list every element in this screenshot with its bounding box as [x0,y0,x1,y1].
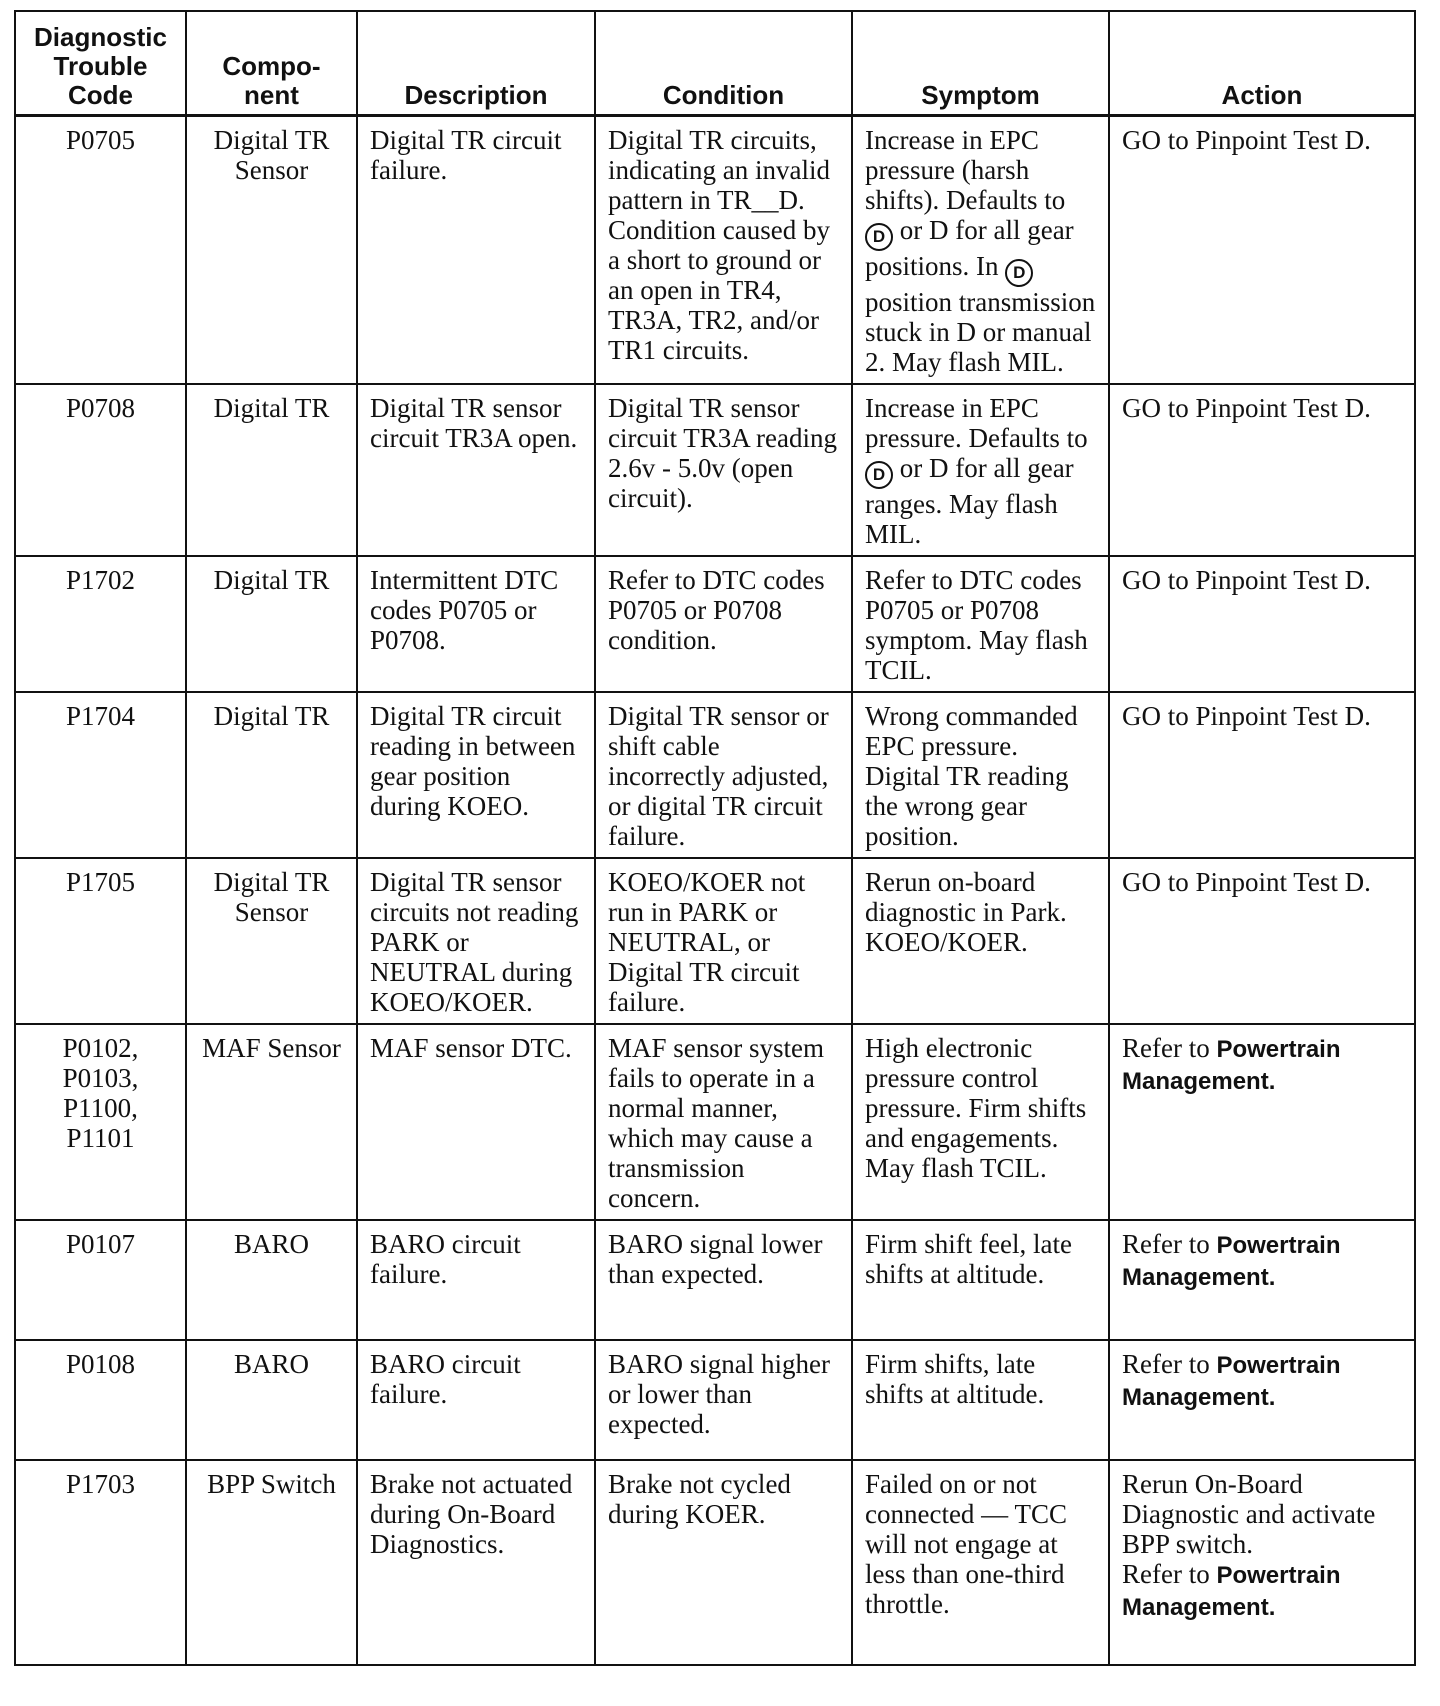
condition-cell [595,1024,852,1220]
action-target: Powertrain Management. [1122,1561,1341,1621]
condition-cell [595,115,852,384]
description-cell [357,858,595,1024]
component: Digital TR [213,700,330,731]
symptom-text: or D for all gear positions. In [865,214,1074,281]
description-cell [357,1220,595,1340]
action-reference [1122,1559,1341,1621]
table-row [15,1220,1415,1340]
header-code: Diagnostic Trouble Code [15,11,186,115]
symptom: Refer to DTC codes P0705 or P0708 symptom. May flash TCIL. [865,564,1088,685]
header-condition: Condition [595,11,852,115]
symptom-text: position transmission stuck in D or manual 2. May flash MIL. [865,286,1096,377]
component-cell [186,1460,357,1665]
table-row [15,858,1415,1024]
component: Digital TR [213,564,330,595]
dtc-code: P0708 [65,392,136,423]
component-cell [186,1220,357,1340]
table-row [15,692,1415,858]
dtc-code: P1703 [65,1468,136,1499]
condition: Refer to DTC codes P0705 or P0708 condition. [608,564,825,655]
action-target: Powertrain Management. [1122,1351,1341,1411]
condition: Brake not cycled during KOER. [608,1468,791,1529]
condition: BARO signal higher or lower than expected. [608,1348,830,1439]
description-cell [357,692,595,858]
component-cell [186,1340,357,1460]
condition-cell [595,692,852,858]
symptom: Rerun on-board diagnostic in Park. KOEO/KOER. [865,866,1067,957]
action-cell [1109,1220,1415,1340]
table-row [15,1340,1415,1460]
component: Digital TR Sensor [213,866,330,927]
action-lead: Refer to [1122,1032,1210,1063]
component-cell [186,858,357,1024]
action-cell [1109,1460,1415,1665]
symptom: Firm shift feel, late shifts at altitude. [865,1228,1072,1289]
dtc-code: P0108 [65,1348,136,1379]
description: BARO circuit failure. [370,1348,521,1409]
dtc-table [14,10,1416,1666]
symptom-text: Increase in EPC pressure. Defaults to [865,392,1088,453]
symptom-cell [852,1460,1109,1665]
action-cell [1109,1340,1415,1460]
condition-cell [595,384,852,556]
dtc-code-cell [15,1460,186,1665]
action: GO to Pinpoint Test D. [1122,392,1371,423]
condition: Digital TR sensor circuit TR3A reading 2.6v - 5.0v (open circuit). [608,392,837,513]
table-row [15,115,1415,384]
circled-d-icon: D [1005,259,1033,287]
symptom-cell [852,556,1109,692]
table-row [15,1460,1415,1665]
action-target: Powertrain Management. [1122,1035,1341,1095]
symptom-text: or D for all gear ranges. May flash MIL. [865,452,1074,549]
action-cell [1109,556,1415,692]
symptom: Wrong commanded EPC pressure. Digital TR reading the wrong gear position. [865,700,1078,851]
symptom-cell [852,384,1109,556]
action-reference [1122,1033,1341,1095]
dtc-code-cell [15,556,186,692]
header-symptom: Symptom [852,11,1109,115]
circled-d-icon: D [865,461,893,489]
condition-cell [595,1220,852,1340]
action-lead: Refer to [1122,1228,1210,1259]
description-cell [357,384,595,556]
action-target: Powertrain Management. [1122,1231,1341,1291]
condition: KOEO/KOER not run in PARK or NEUTRAL, or Digital TR circuit failure. [608,866,806,1017]
action-cell [1109,858,1415,1024]
dtc-code-cell [15,692,186,858]
symptom-cell [852,1220,1109,1340]
dtc-code-cell [15,115,186,384]
action: GO to Pinpoint Test D. [1122,866,1371,897]
dtc-code-cell [15,858,186,1024]
action-reference [1122,1349,1341,1411]
component-cell [186,692,357,858]
condition-cell [595,1340,852,1460]
description: Intermittent DTC codes P0705 or P0708. [370,564,559,655]
component-cell [186,115,357,384]
condition-cell [595,1460,852,1665]
action-cell [1109,692,1415,858]
dtc-table-body [15,115,1415,1665]
description-cell [357,1460,595,1665]
symptom-cell [852,858,1109,1024]
dtc-code: P1704 [65,700,136,731]
condition-cell [595,556,852,692]
action: GO to Pinpoint Test D. [1122,564,1371,595]
symptom-text: Increase in EPC pressure (harsh shifts). Defaults to [865,124,1066,215]
symptom-cell [852,692,1109,858]
symptom [865,125,1095,377]
condition: BARO signal lower than expected. [608,1228,823,1289]
action: GO to Pinpoint Test D. [1122,700,1371,731]
description-cell [357,1024,595,1220]
description: Digital TR circuit reading in between gear position during KOEO. [370,700,576,821]
dtc-code: P0705 [65,124,136,155]
description: Digital TR sensor circuit TR3A open. [370,392,578,453]
dtc-code: P0107 [65,1228,136,1259]
action-reference [1122,1229,1341,1291]
component-cell [186,1024,357,1220]
action-cell [1109,1024,1415,1220]
action: GO to Pinpoint Test D. [1122,124,1371,155]
dtc-code: P1705 [65,866,136,897]
table-row [15,1024,1415,1220]
component: Digital TR Sensor [213,124,330,185]
header-component: Compo- nent [186,11,357,115]
action-lead: Refer to [1122,1348,1210,1379]
component: BARO [233,1348,309,1379]
dtc-code-cell [15,1340,186,1460]
description: BARO circuit failure. [370,1228,521,1289]
action-instruction: Rerun On-Board Diagnostic and activate BPP switch. [1122,1468,1376,1559]
component-cell [186,384,357,556]
description: Brake not actuated during On-Board Diagnostics. [370,1468,573,1559]
dtc-chart-page [14,10,1414,1666]
component: BPP Switch [207,1468,336,1499]
component: BARO [233,1228,309,1259]
condition: MAF sensor system fails to operate in a normal manner, which may cause a transmission concern. [608,1032,825,1213]
dtc-code-cell [15,384,186,556]
description: MAF sensor DTC. [370,1032,572,1063]
action-cell [1109,115,1415,384]
component: Digital TR [213,392,330,423]
condition-cell [595,858,852,1024]
action-lead: Refer to [1122,1558,1210,1589]
symptom [865,393,1088,549]
condition: Digital TR circuits, indicating an invalid pattern in TR__D. Condition caused by a short to ground or an open in TR4, TR3A, TR2, and/or TR1 circuits. [608,124,830,365]
component: MAF Sensor [202,1032,341,1063]
dtc-code-cell [15,1024,186,1220]
dtc-code: P0102, P0103, P1100, P1101 [62,1032,139,1153]
symptom: High electronic pressure control pressure. Firm shifts and engagements. May flash TCIL. [865,1032,1087,1183]
component-cell [186,556,357,692]
description: Digital TR circuit failure. [370,124,562,185]
action-cell [1109,384,1415,556]
description: Digital TR sensor circuits not reading PARK or NEUTRAL during KOEO/KOER. [370,866,579,1017]
symptom-cell [852,1024,1109,1220]
condition: Digital TR sensor or shift cable incorrectly adjusted, or digital TR circuit failure. [608,700,829,851]
header-description: Description [357,11,595,115]
table-row [15,556,1415,692]
header-action: Action [1109,11,1415,115]
symptom: Failed on or not connected — TCC will not engage at less than one-third throttle. [865,1468,1067,1619]
symptom: Firm shifts, late shifts at altitude. [865,1348,1045,1409]
dtc-code: P1702 [65,564,136,595]
table-row [15,384,1415,556]
circled-d-icon: D [865,223,893,251]
description-cell [357,115,595,384]
symptom-cell [852,115,1109,384]
header-row [15,11,1415,115]
description-cell [357,1340,595,1460]
description-cell [357,556,595,692]
dtc-code-cell [15,1220,186,1340]
symptom-cell [852,1340,1109,1460]
